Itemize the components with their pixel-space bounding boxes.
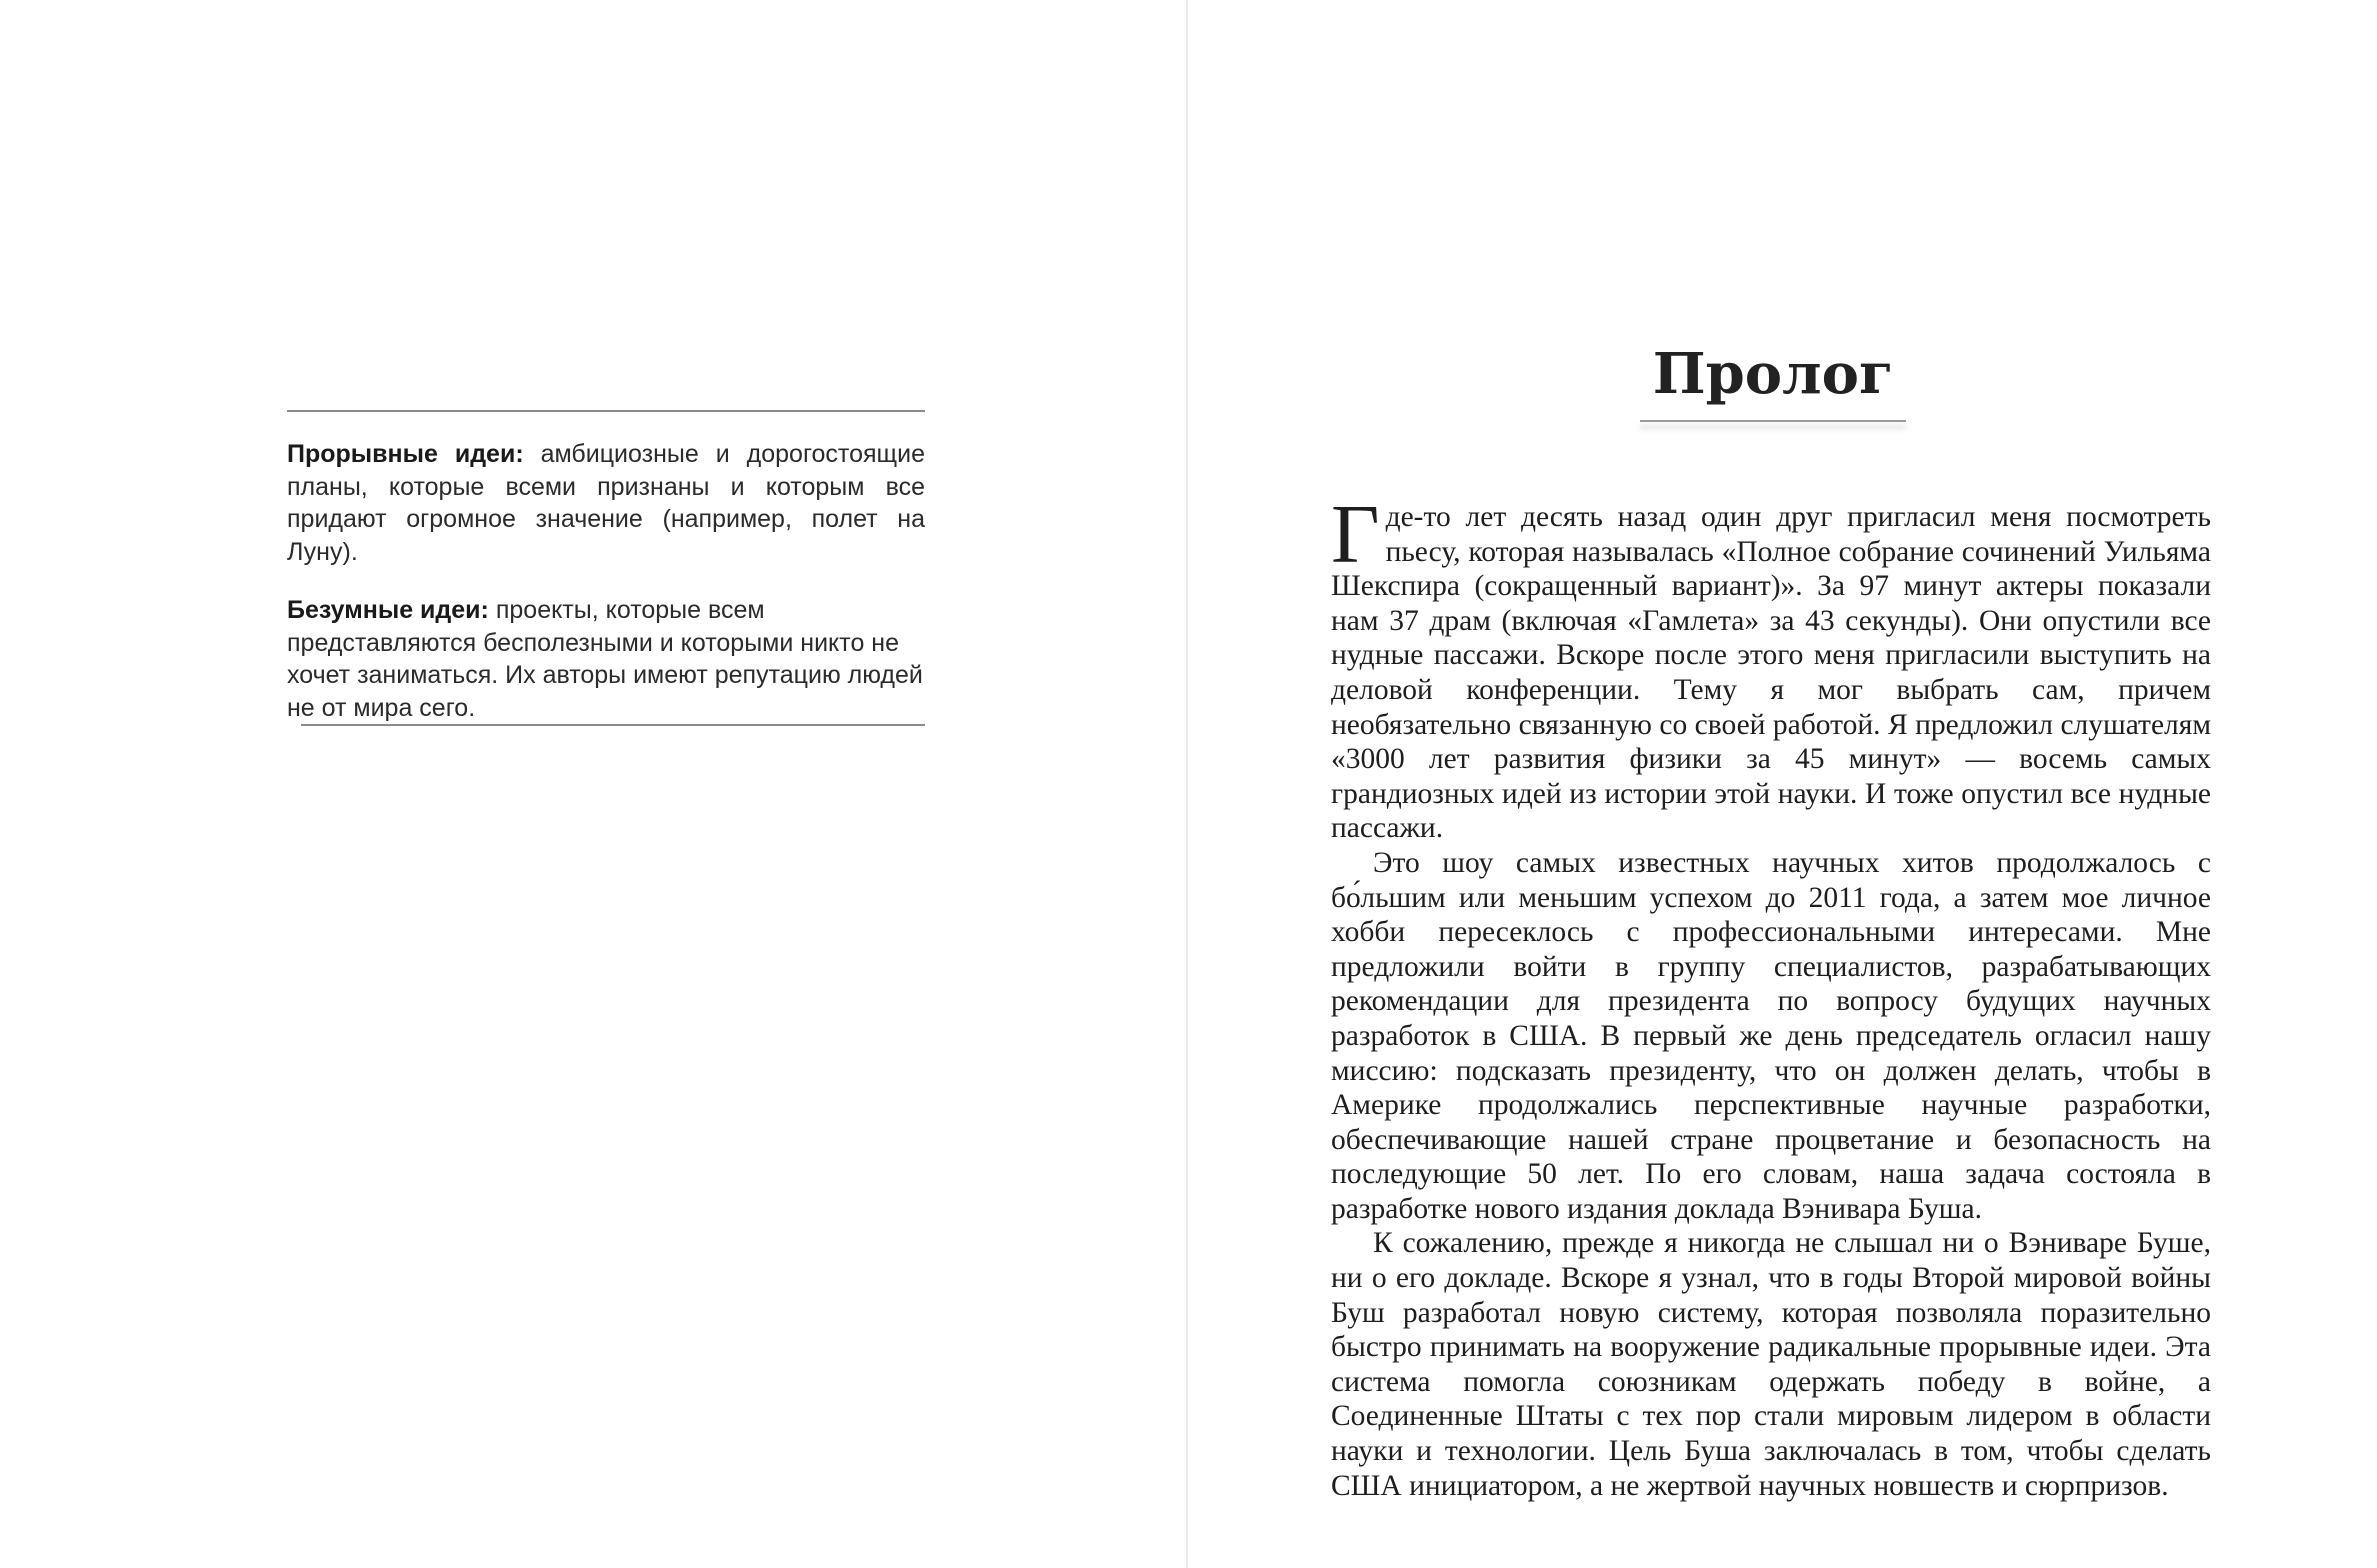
left-page (0, 0, 1186, 1568)
chapter-body (1331, 488, 2211, 1503)
paragraph-text: де-то лет десять назад один друг пригласил меня посмотреть пьесу, которая называлась «Полное собрание сочинений Уильяма Шекспира (сокращенный вариант)». За 97 минут актеры показали нам 37 драм (включая «Гамлета» за 43 секунды). Они опустили все нудные пассажи. Вскоре после этого меня пригласили выступить на деловой конференции. Тему я мог выбрать сам, причем необязательно связанную со своей работой. Я предложил слушателям «3000 лет развития физики за 45 минут» — восемь самых грандиозных идей из истории этой науки. И тоже опустил все нудные пассажи. (1331, 501, 2211, 845)
box-top-rule (287, 410, 925, 412)
definition-crazy (287, 594, 925, 736)
chapter-title-underline (1640, 420, 1906, 422)
drop-cap: Г (1331, 488, 1380, 581)
paragraph (1331, 488, 2211, 846)
chapter-heading (1640, 340, 1906, 422)
paragraph: Это шоу самых известных научных хитов продолжалось с бо́льшим или меньшим успехом до 2011 года, а затем мое личное хобби пересеклось с профессиональными интересами. Мне предложили войти в группу специалистов, разрабатывающих рекомендации для президента по вопросу будущих научных разработок в США. В первый же день председатель огласил нашу миссию: подсказать президенту, что он должен делать, чтобы в Америке продолжались перспективные научные разработки, обеспечивающие нашей стране процветание и безопасность на последующие 50 лет. По его словам, наша задача состояла в разработке нового издания доклада Вэнивара Буша. (1331, 846, 2211, 1225)
chapter-title: Пролог (1652, 341, 1894, 407)
definition-term: Безумные идеи: (287, 596, 489, 624)
paragraph: К сожалению, прежде я никогда не слышал ни о Вэниваре Буше, ни о его докладе. Вскоре я узнал, что в годы Второй мировой войны Буш разработал новую систему, которая позволяла поразительно быстро принимать на вооружение радикальные прорывные идеи. Эта система помогла союзникам одержать победу в войне, а Соединенные Штаты с тех пор стали мировым лидером в области науки и технологии. Цель Буша заключалась в том, чтобы сделать США инициатором, а не жертвой научных новшеств и сюрпризов. (1331, 1227, 2211, 1502)
definitions-box (287, 410, 925, 736)
box-bottom-rule (301, 724, 925, 726)
definition-text: проекты, которые всем представляются бесполезными и которыми никто не хочет заниматься. Их авторы имеют репутацию людей не от мира сего. (287, 596, 923, 722)
definition-term: Прорывные идеи: (287, 440, 524, 468)
definition-breakthrough (287, 438, 925, 568)
definition-text: амбициозные и дорогостоящие планы, которые всеми признаны и которым все придают огромное значение (например, полет на Луну). (287, 440, 925, 566)
